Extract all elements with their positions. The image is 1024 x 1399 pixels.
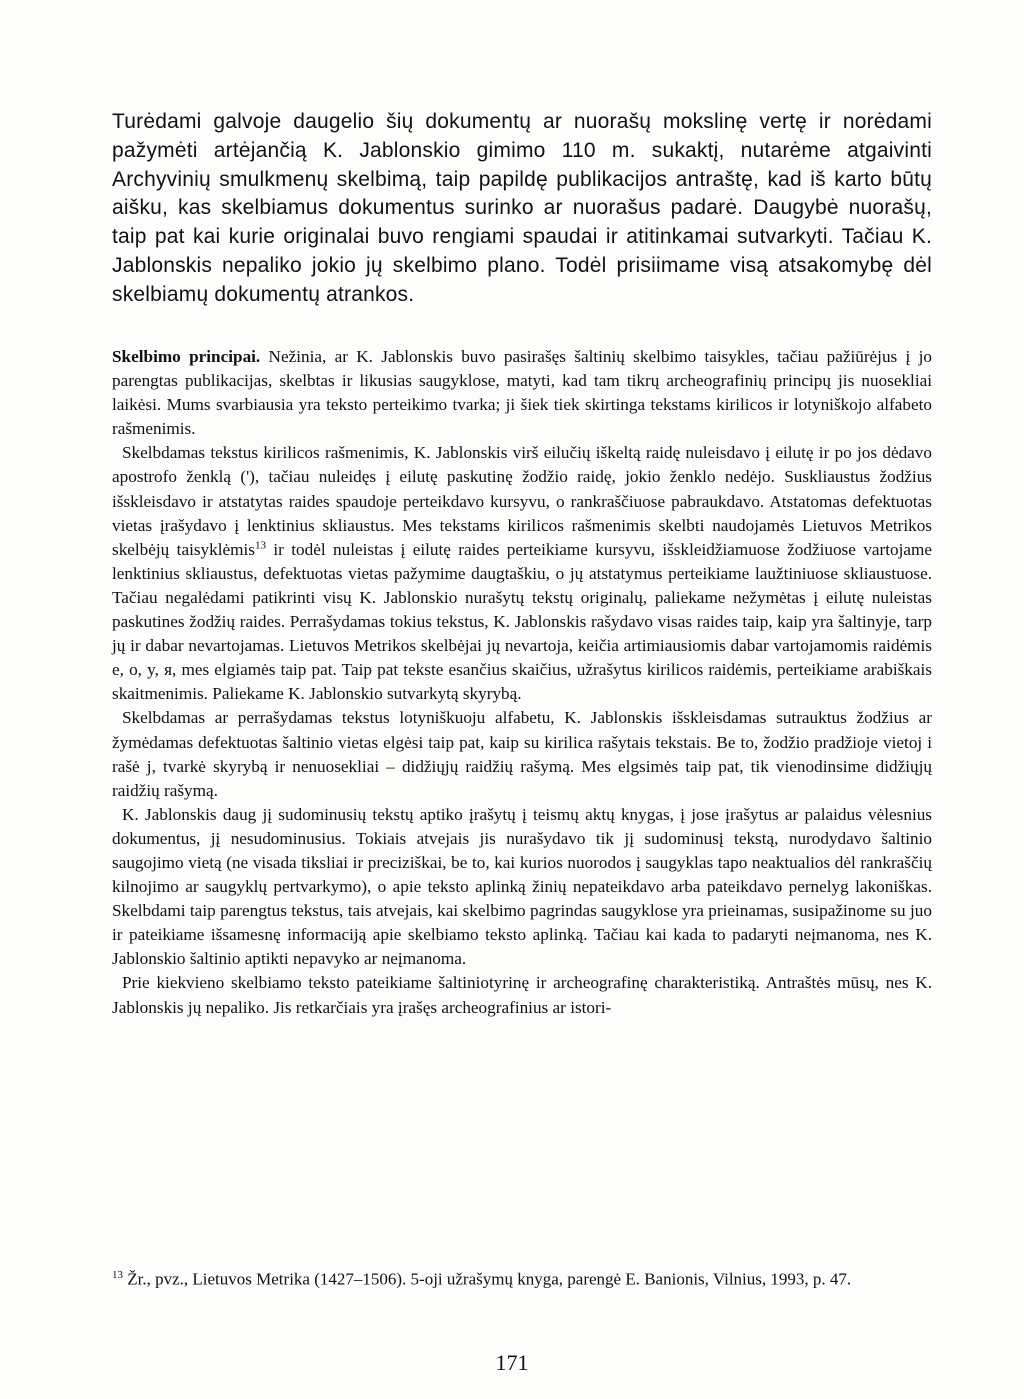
footnote-text: Žr., pvz., Lietuvos Metrika (1427–1506). 5-oji užrašymų knyga, parengė E. Banionis, Vilnius, 1993, p. 47. bbox=[123, 1269, 852, 1289]
paragraph-text: Skelbdamas tekstus kirilicos rašmenimis, K. Jablonskis virš eilučių iškeltą raidę nuleisdavo į eilutę ir po jos dėdavo apostrofo ženklą ('), tačiau nuleidęs į eilutę paskutinę žodžio raidę, jokio ženklo nedėjo. Suskliaustus žodžius išskleisdavo ir atstatytas raides spaudoje perteikdavo kursyvu, o rankraščiuose pabraukdavo. Atstatomas defektuotas vietas įrašydavo į lenktinius skliaustus. Mes tekstams kirilicos rašmenimis skelbti naudojamės Lietuvos Metrikos skelbėjų taisyklėmis bbox=[112, 443, 932, 559]
paragraph-cyrillic bbox=[112, 441, 932, 706]
lead-paragraph: Turėdami galvoje daugelio šių dokumentų ar nuorašų mokslinę vertę ir norėdami pažymėti artėjančią K. Jablonskio gimimo 110 m. sukaktį, nutarėme atgaivinti Archyvinių smulkmenų skelbimą, taip papildę publikacijos antraštę, kad iš karto būtų aišku, kas skelbiamus dokumentus surinko ar nuorašus padarė. Daugybė nuorašų, taip pat kai kurie originalai buvo rengiami spaudai ir atitinkamai sutvarkyti. Tačiau K. Jablonskis nepaliko jokio jų skelbimo plano. Todėl prisiimame visą atsakomybę dėl skelbiamų dokumentų atrankos. bbox=[112, 110, 932, 306]
paragraph-text: Nežinia, ar K. Jablonskis buvo pasirašęs šaltinių skelbimo taisykles, tačiau pažiūrėjus į jo parengtas publikacijas, skelbtas ir likusias saugyklose, matyti, kad tam tikrų archeografinių principų jis nuosekliai laikėsi. Mums svarbiausia yra teksto perteikimo tvarka; ji šiek tiek skirtinga tekstams kirilicos ir lotyniškojo alfabeto rašmenimis. bbox=[112, 347, 932, 439]
footnote bbox=[112, 1264, 932, 1291]
footnote-reference[interactable]: 13 bbox=[254, 539, 266, 552]
section-heading: Skelbimo principai. bbox=[112, 347, 261, 366]
paragraph-text: ir todėl nuleistas į eilutę raides perteikiame kursyvu, išskleidžiamuose žodžiuose vartojame lenktinius skliaustus, defektuotas vietas pažymime daugtaškiu, o jų atstatymus perteikiame laužtiniuose skliaustuose. Tačiau negalėdami patikrinti visų K. Jablonskio nurašytų tekstų originalų, paliekame nežymėtas į eilutę nuleistas paskutines žodžių raides. Perrašydamas tokius tekstus, K. Jablonskis rašydavo visas raides taip, kaip yra šaltinyje, tarp jų ir dabar nevartojamas. Lietuvos Metrikos skelbėjai jų nevartoja, keičia artimiausiomis dabar vartojamomis raidėmis e, o, y, я, mes elgiamės taip pat. Taip pat tekste esančius skaičius, užrašytus kirilicos raidėmis, perteikiame arabiškais skaitmenimis. Paliekame K. Jablonskio sutvarkytą skyrybą. bbox=[112, 539, 932, 704]
paragraph-latin: Skelbdamas ar perrašydamas tekstus lotyniškuoju alfabetu, K. Jablonskis išskleisdamas sutrauktus žodžius ar žymėdamas defektuotas šaltinio vietas elgėsi taip pat, kaip su kirilica rašytais tekstais. Be to, žodžio pradžioje vietoj i rašė j, tvarkė skyrybą ir nenuosekliai – didžiųjų raidžių rašymą. Mes elgsimės taip pat, tik vienodinsime didžiųjų raidžių rašymą. bbox=[112, 708, 932, 800]
paragraph-sources: K. Jablonskis daug jį sudominusių tekstų aptiko įrašytų į teismų aktų knygas, į jose įrašytus ar palaidus vėlesnius dokumentus, jį nesudominusius. Tokiais atvejais jis nurašydavo tik jį sudominusį tekstą, nurodydavo šaltinio saugojimo vietą (ne visada tiksliai ir preciziškai, be to, kai kurios nuorodos į saugyklas tapo neaktualios dėl rankraščių kilnojimo ar saugyklų pertvarkymo), o apie teksto aplinką žinių nepateikdavo arba pateikdavo pernelyg lakoniškas. Skelbdami taip parengtus tekstus, tais atvejais, kai skelbimo pagrindas saugyklose yra prieinamas, susipažinome su juo ir pateikiame išsamesnę informaciją apie skelbiamo teksto aplinką. Tačiau kai kada to padaryti neįmanoma, nes K. Jablonskio šaltinio aptikti nepavyko ar neįmanoma. bbox=[112, 804, 932, 969]
paragraph-principles bbox=[112, 345, 932, 441]
page-number: 171 bbox=[495, 1350, 529, 1375]
paragraph-characteristics: Prie kiekvieno skelbiamo teksto pateikiame šaltiniotyrinę ir archeografinę charakteristiką. Antraštės mūsų, nes K. Jablonskis jų nepaliko. Jis retkarčiais yra įrašęs archeografinius ar istori- bbox=[112, 973, 932, 1017]
footnote-mark: 13 bbox=[112, 1269, 123, 1281]
body-text bbox=[112, 345, 932, 1020]
